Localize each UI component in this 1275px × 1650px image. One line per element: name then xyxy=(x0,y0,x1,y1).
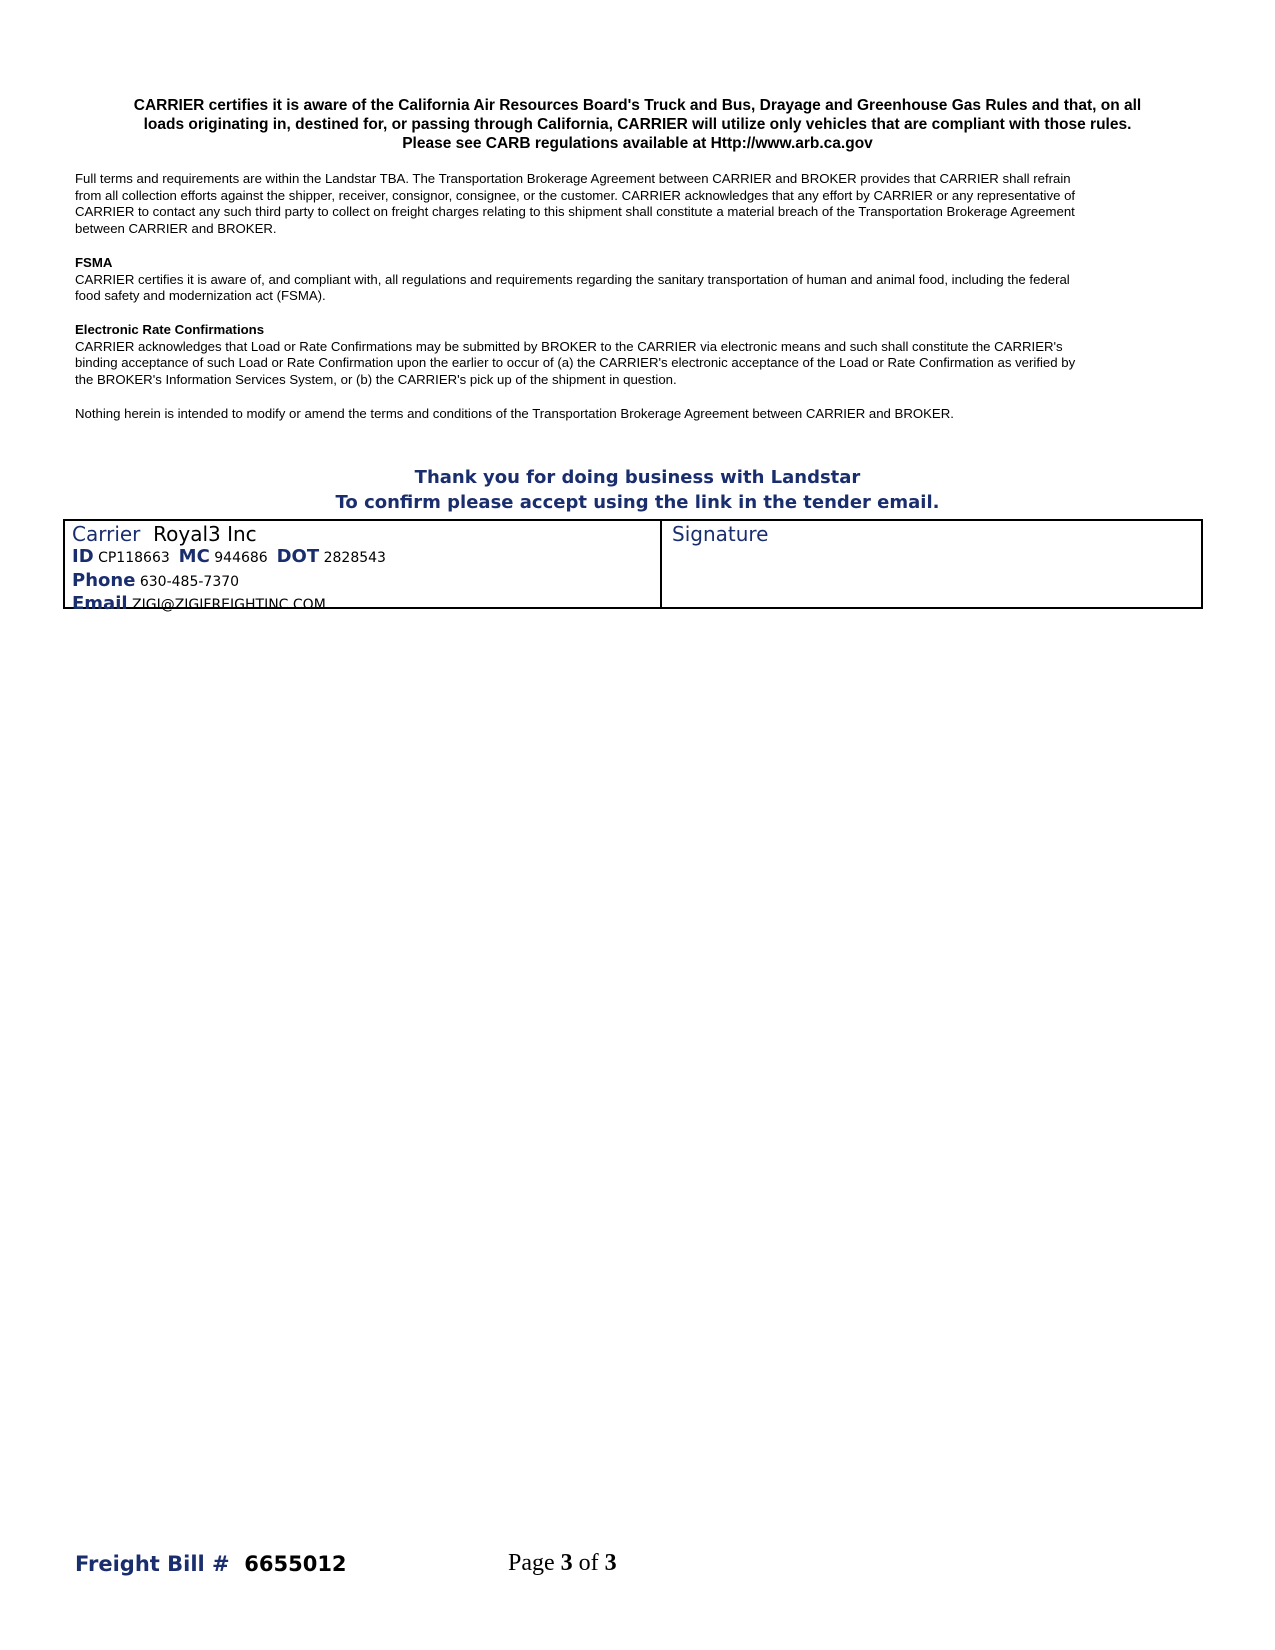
confirm-instruction: To confirm please accept using the link in the tender email. xyxy=(335,492,940,513)
electronic-rate-line: the BROKER's Information Services System, or (b) the CARRIER's pick up of the shipment in question. xyxy=(75,371,677,387)
dot-value: 2828543 xyxy=(323,550,386,566)
page-of: of xyxy=(578,1550,599,1576)
terms-line: between CARRIER and BROKER. xyxy=(75,220,277,236)
email-value: ZIGI@ZIGIFREIGHTINC.COM xyxy=(132,597,326,613)
fsma-heading: FSMA xyxy=(75,255,113,270)
carb-notice-line: CARRIER certifies it is aware of the California Air Resources Board's Truck and Bus, Drayage and Greenhouse Gas Rules and that, on all xyxy=(133,97,1142,114)
page-number xyxy=(508,1550,617,1577)
carrier-name-row xyxy=(72,522,660,546)
freight-bill-label: Freight Bill # xyxy=(75,1552,230,1576)
carb-notice-line: loads originating in, destined for, or passing through California, CARRIER will utilize only vehicles that are compliant with those rules. xyxy=(143,116,1132,133)
mc-value: 944686 xyxy=(214,550,268,566)
signature-cell[interactable] xyxy=(662,521,1201,607)
carrier-phone-row xyxy=(72,570,660,594)
id-label: ID xyxy=(72,546,94,567)
page-total: 3 xyxy=(604,1550,617,1576)
phone-label: Phone xyxy=(72,569,136,591)
carrier-info-cell xyxy=(65,521,662,614)
freight-bill-number: 6655012 xyxy=(244,1552,347,1576)
nothing-herein-text: Nothing herein is intended to modify or amend the terms and conditions of the Transportation Brokerage Agreement between CARRIER and BROKER. xyxy=(75,406,954,421)
freight-bill-footer xyxy=(75,1552,347,1576)
electronic-rate-heading: Electronic Rate Confirmations xyxy=(75,322,265,337)
fsma-section xyxy=(75,255,1200,305)
fsma-line: CARRIER certifies it is aware of, and compliant with, all regulations and requirements regarding the sanitary transportation of human and animal food, including the federal xyxy=(75,271,1070,287)
phone-value: 630-485-7370 xyxy=(139,573,240,590)
carb-notice xyxy=(80,96,1195,153)
electronic-rate-line: CARRIER acknowledges that Load or Rate Confirmations may be submitted by BROKER to the CARRIER via electronic means and such shall constitute the CARRIER's xyxy=(75,338,1063,354)
thank-you-message: Thank you for doing business with Landstar xyxy=(414,467,861,488)
carrier-label: Carrier xyxy=(72,522,141,546)
terms-paragraph xyxy=(75,171,1200,237)
email-label: Email xyxy=(72,593,128,614)
carrier-signature-table xyxy=(63,519,1203,614)
fsma-line: food safety and modernization act (FSMA). xyxy=(75,288,326,304)
carrier-name: Royal3 Inc xyxy=(153,522,257,546)
id-value: CP118663 xyxy=(98,550,170,566)
page-current: 3 xyxy=(560,1550,573,1576)
mc-label: MC xyxy=(178,546,210,567)
carb-notice-line: Please see CARB regulations available at Http://www.arb.ca.gov xyxy=(402,135,873,152)
carrier-ids-row xyxy=(72,546,660,570)
carrier-email-row xyxy=(72,593,660,617)
terms-line: from all collection efforts against the shipper, receiver, consignor, consignee, or the customer. CARRIER acknowledges that any effort by CARRIER or any representative of xyxy=(75,187,1076,203)
electronic-rate-section xyxy=(75,322,1200,388)
terms-line: CARRIER to contact any such third party to collect on freight charges relating to this shipment shall constitute a material breach of the Transportation Brokerage Agreement xyxy=(75,204,1075,220)
electronic-rate-line: binding acceptance of such Load or Rate Confirmation upon the earlier to occur of (a) the CARRIER's electronic acceptance of the Load or Rate Confirmation as verified by xyxy=(75,355,1076,371)
terms-line: Full terms and requirements are within the Landstar TBA. The Transportation Brokerage Agreement between CARRIER and BROKER provides that CARRIER shall refrain xyxy=(75,171,1071,186)
page-prefix: Page xyxy=(508,1550,555,1576)
dot-label: DOT xyxy=(276,546,320,567)
signature-label: Signature xyxy=(672,522,769,546)
